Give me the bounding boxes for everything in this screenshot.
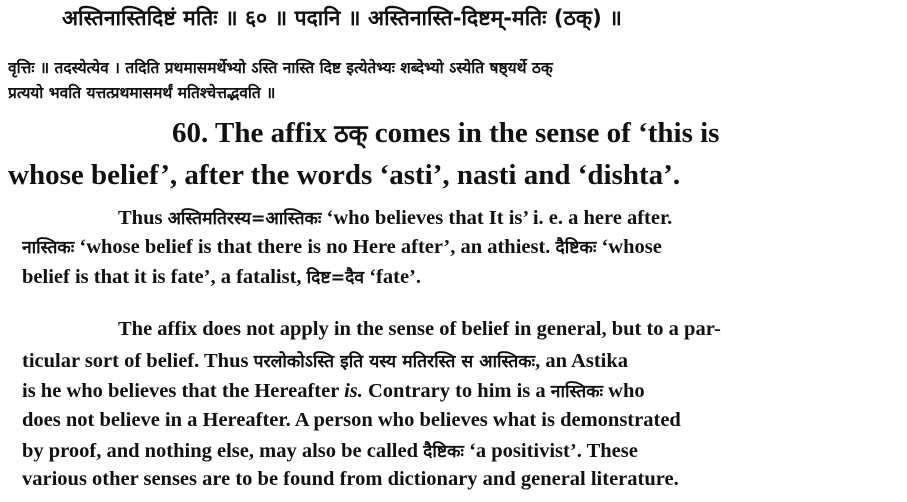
commentary-text: Contrary to him is a xyxy=(362,380,551,402)
commentary-para2-line6: various other senses are to be found from dictionary and general literature. xyxy=(22,468,679,490)
devanagari-term: नास्तिकः xyxy=(550,382,604,402)
commentary-text: belief is that it is fate’, a fatalist, xyxy=(22,266,307,288)
devanagari-term: दैष्टिकः xyxy=(423,442,464,462)
commentary-para1-line1 xyxy=(118,206,903,230)
sutra-line: अस्तिनास्तिदिष्टं मतिः ॥ ६० ॥ पदानि ॥ अस्तिनास्ति-दिष्टम्-मतिः (ठक्) ॥ xyxy=(62,6,622,30)
devanagari-term: दैष्टिकः xyxy=(555,238,597,258)
commentary-text: ticular sort of belief. Thus xyxy=(22,350,254,372)
devanagari-term: नास्तिकः xyxy=(22,238,75,258)
commentary-text: Thus xyxy=(118,207,168,229)
sutra-translation-line-2: whose belief’, after the words ‘asti’, nasti and ‘dishta’. xyxy=(8,159,681,191)
translation-text: 60. The affix xyxy=(172,117,335,149)
commentary-para2-line2 xyxy=(22,349,902,373)
commentary-text: , an Astika xyxy=(535,350,628,372)
sutra-translation-line-1 xyxy=(172,117,903,150)
commentary-text: who xyxy=(603,380,645,402)
commentary-para2-line1: The affix does not apply in the sense of belief in general, but to a par- xyxy=(118,318,721,340)
commentary-para1-line2 xyxy=(22,235,902,259)
commentary-text: ‘who believes that It is’ i. e. a here after. xyxy=(321,207,673,229)
vritti-line-1: वृत्तिः ॥ तदस्येत्येव । तदिति प्रथमासमर्थेभ्यो ऽस्ति नास्ति दिष्ट इत्येतेभ्यः शब्देभ्यो ऽस्येति षष्ठ्यर्थे ठक् xyxy=(8,59,553,77)
devanagari-term: दिष्ट=दैव xyxy=(306,268,365,288)
commentary-text: ‘a positivist’. These xyxy=(463,440,638,462)
commentary-text: by proof, and nothing else, may also be called xyxy=(22,440,424,462)
vritti-line-2: प्रत्ययो भवति यत्तत्प्रथमासमर्थं मतिश्चेत्तद्भवति ॥ xyxy=(8,84,276,102)
commentary-para2-line5 xyxy=(22,439,902,463)
commentary-para1-line3 xyxy=(22,265,902,289)
commentary-text: ‘whose belief is that there is no Here after’, an athiest. xyxy=(74,236,556,258)
commentary-para2-line3 xyxy=(22,379,902,403)
translation-text: comes in the sense of ‘this is xyxy=(367,117,720,149)
affix-devanagari: ठक् xyxy=(334,119,368,148)
commentary-text: ‘whose xyxy=(596,236,662,258)
commentary-para2-line4: does not believe in a Hereafter. A person who believes what is demonstrated xyxy=(22,409,681,431)
devanagari-term: परलोकोऽस्ति इति यस्य मतिरस्ति स आस्तिकः xyxy=(253,352,536,372)
emphasis-text: is. xyxy=(344,380,363,402)
commentary-text: is he who believes that the Hereafter xyxy=(22,380,345,402)
commentary-text: ‘fate’. xyxy=(364,266,421,288)
devanagari-term: अस्तिमतिरस्य=आस्तिकः xyxy=(167,209,322,229)
